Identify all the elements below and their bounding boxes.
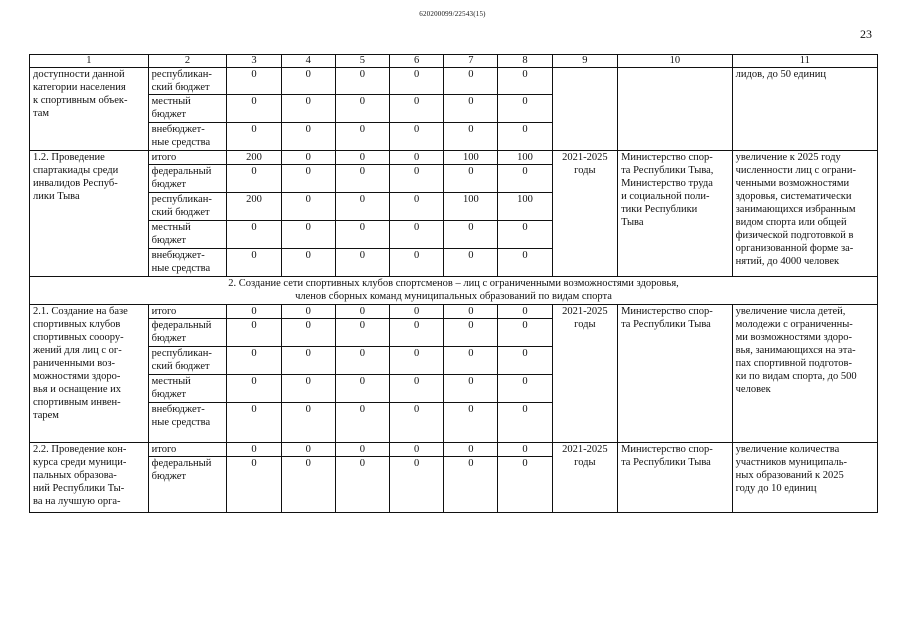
- amount-cell: 100: [444, 151, 498, 165]
- amount-cell: 0: [498, 221, 552, 249]
- table-row: [30, 305, 878, 319]
- amount-cell: 0: [281, 193, 335, 221]
- amount-cell: 0: [227, 443, 281, 457]
- amount-cell: 0: [281, 221, 335, 249]
- amount-cell: 0: [444, 319, 498, 347]
- amount-cell: 0: [444, 221, 498, 249]
- column-number: 4: [281, 55, 335, 68]
- result-cell: увеличение числа детей, молодежи с ограниченны- ми возможностями здоро- вья, занимающихся на эта- пах спортивной подготов- ки по видам спорта, до 500 человек: [732, 305, 877, 443]
- table-row: [30, 68, 878, 95]
- amount-cell: 0: [444, 68, 498, 95]
- column-number: 10: [618, 55, 733, 68]
- amount-cell: 0: [281, 457, 335, 513]
- amount-cell: 0: [444, 443, 498, 457]
- column-number: 1: [30, 55, 149, 68]
- amount-cell: 200: [227, 151, 281, 165]
- amount-cell: 0: [390, 347, 444, 375]
- amount-cell: 0: [281, 165, 335, 193]
- amount-cell: 100: [444, 193, 498, 221]
- amount-cell: 0: [227, 95, 281, 123]
- column-number: 5: [335, 55, 389, 68]
- column-number: 3: [227, 55, 281, 68]
- measure-cell: 1.2. Проведение спартакиады среди инвалидов Респуб- лики Тыва: [30, 151, 149, 277]
- measure-cell: 2.2. Проведение кон- курса среди муници- пальных образова- ний Республики Ты- ва на лучшую орга-: [30, 443, 149, 513]
- amount-cell: 0: [281, 95, 335, 123]
- amount-cell: 0: [390, 457, 444, 513]
- result-cell: увеличение количества участников муниципаль- ных образований к 2025 году до 10 единиц: [732, 443, 877, 513]
- funding-source-cell: федеральный бюджет: [148, 319, 227, 347]
- responsible-cell: Министерство спор- та Республики Тыва: [618, 443, 733, 513]
- amount-cell: 0: [281, 123, 335, 151]
- amount-cell: 0: [390, 319, 444, 347]
- amount-cell: 0: [281, 305, 335, 319]
- amount-cell: 0: [498, 319, 552, 347]
- amount-cell: 200: [227, 193, 281, 221]
- program-table: [29, 54, 878, 513]
- amount-cell: 0: [335, 403, 389, 443]
- funding-source-cell: внебюджет- ные средства: [148, 123, 227, 151]
- amount-cell: 0: [390, 123, 444, 151]
- amount-cell: 0: [390, 68, 444, 95]
- funding-source-cell: федеральный бюджет: [148, 165, 227, 193]
- result-cell: лидов, до 50 единиц: [732, 68, 877, 151]
- amount-cell: 0: [335, 123, 389, 151]
- amount-cell: 0: [227, 457, 281, 513]
- amount-cell: 0: [335, 221, 389, 249]
- amount-cell: 0: [390, 151, 444, 165]
- amount-cell: 0: [335, 443, 389, 457]
- amount-cell: 0: [444, 457, 498, 513]
- amount-cell: 0: [498, 95, 552, 123]
- table-row: [30, 443, 878, 457]
- amount-cell: 0: [335, 375, 389, 403]
- funding-source-cell: местный бюджет: [148, 221, 227, 249]
- amount-cell: 0: [444, 95, 498, 123]
- amount-cell: 0: [227, 68, 281, 95]
- page-number: 23: [860, 27, 872, 41]
- amount-cell: 0: [498, 403, 552, 443]
- amount-cell: 0: [281, 375, 335, 403]
- funding-source-cell: итого: [148, 151, 227, 165]
- column-number: 6: [390, 55, 444, 68]
- amount-cell: 0: [390, 193, 444, 221]
- amount-cell: 0: [281, 347, 335, 375]
- funding-source-cell: местный бюджет: [148, 375, 227, 403]
- section-title: 2. Создание сети спортивных клубов спортсменов – лиц с ограниченными возможностями здоровья, членов сборных команд муниципальных образований по видам спорта: [30, 277, 878, 305]
- funding-source-cell: внебюджет- ные средства: [148, 249, 227, 277]
- amount-cell: 0: [281, 151, 335, 165]
- amount-cell: 0: [227, 347, 281, 375]
- amount-cell: 0: [444, 123, 498, 151]
- amount-cell: 0: [227, 249, 281, 277]
- funding-source-cell: итого: [148, 443, 227, 457]
- amount-cell: 0: [390, 403, 444, 443]
- period-cell: 2021-2025 годы: [552, 305, 617, 443]
- amount-cell: 0: [335, 193, 389, 221]
- amount-cell: 0: [390, 375, 444, 403]
- amount-cell: 0: [335, 347, 389, 375]
- period-cell: [552, 68, 617, 151]
- amount-cell: 0: [498, 123, 552, 151]
- amount-cell: 0: [281, 68, 335, 95]
- amount-cell: 0: [281, 443, 335, 457]
- amount-cell: 0: [390, 249, 444, 277]
- column-number-row: [30, 55, 878, 68]
- amount-cell: 0: [498, 305, 552, 319]
- amount-cell: 0: [498, 165, 552, 193]
- measure-cell: доступности данной категории населения к спортивным объек- там: [30, 68, 149, 151]
- amount-cell: 0: [498, 457, 552, 513]
- column-number: 2: [148, 55, 227, 68]
- amount-cell: 0: [498, 375, 552, 403]
- funding-source-cell: внебюджет- ные средства: [148, 403, 227, 443]
- amount-cell: 0: [444, 403, 498, 443]
- funding-source-cell: республикан- ский бюджет: [148, 347, 227, 375]
- column-number: 9: [552, 55, 617, 68]
- period-cell: 2021-2025 годы: [552, 443, 617, 513]
- document-code: 620200099/22543(15): [419, 10, 486, 18]
- funding-source-cell: федеральный бюджет: [148, 457, 227, 513]
- amount-cell: 0: [227, 165, 281, 193]
- amount-cell: 0: [227, 123, 281, 151]
- amount-cell: 0: [281, 249, 335, 277]
- amount-cell: 0: [498, 347, 552, 375]
- amount-cell: 0: [227, 221, 281, 249]
- amount-cell: 0: [227, 305, 281, 319]
- amount-cell: 0: [444, 347, 498, 375]
- result-cell: увеличение к 2025 году численности лиц с ограни- ченными возможностями здоровья, систематически занимающихся избранным видом спорта или общей физической подготовкой в организованной форме за- нятий, до 4000 человек: [732, 151, 877, 277]
- amount-cell: 0: [444, 249, 498, 277]
- column-number: 11: [732, 55, 877, 68]
- amount-cell: 0: [498, 249, 552, 277]
- amount-cell: 0: [281, 403, 335, 443]
- amount-cell: 0: [498, 68, 552, 95]
- amount-cell: 0: [444, 305, 498, 319]
- amount-cell: 0: [390, 305, 444, 319]
- amount-cell: 0: [444, 375, 498, 403]
- funding-source-cell: итого: [148, 305, 227, 319]
- period-cell: 2021-2025 годы: [552, 151, 617, 277]
- funding-source-cell: республикан- ский бюджет: [148, 193, 227, 221]
- amount-cell: 0: [335, 151, 389, 165]
- amount-cell: 0: [335, 249, 389, 277]
- amount-cell: 0: [335, 95, 389, 123]
- section-row: [30, 277, 878, 305]
- amount-cell: 0: [227, 375, 281, 403]
- amount-cell: 0: [335, 457, 389, 513]
- amount-cell: 0: [498, 443, 552, 457]
- responsible-cell: Министерство спор- та Республики Тыва, Министерство труда и социальной поли- тики Республики Тыва: [618, 151, 733, 277]
- amount-cell: 0: [281, 319, 335, 347]
- funding-source-cell: местный бюджет: [148, 95, 227, 123]
- amount-cell: 0: [335, 68, 389, 95]
- amount-cell: 100: [498, 193, 552, 221]
- amount-cell: 0: [227, 403, 281, 443]
- amount-cell: 0: [335, 165, 389, 193]
- amount-cell: 0: [390, 165, 444, 193]
- column-number: 8: [498, 55, 552, 68]
- amount-cell: 0: [335, 319, 389, 347]
- amount-cell: 0: [444, 165, 498, 193]
- amount-cell: 0: [390, 221, 444, 249]
- funding-source-cell: республикан- ский бюджет: [148, 68, 227, 95]
- amount-cell: 0: [390, 443, 444, 457]
- table-row: [30, 151, 878, 165]
- responsible-cell: [618, 68, 733, 151]
- amount-cell: 0: [390, 95, 444, 123]
- measure-cell: 2.1. Создание на базе спортивных клубов спортивных сооору- жений для лиц с ог- раниченными воз- можностями здоро- вья и оснащение их спортивным инвен- тарем: [30, 305, 149, 443]
- amount-cell: 0: [227, 319, 281, 347]
- amount-cell: 100: [498, 151, 552, 165]
- responsible-cell: Министерство спор- та Республики Тыва: [618, 305, 733, 443]
- amount-cell: 0: [335, 305, 389, 319]
- column-number: 7: [444, 55, 498, 68]
